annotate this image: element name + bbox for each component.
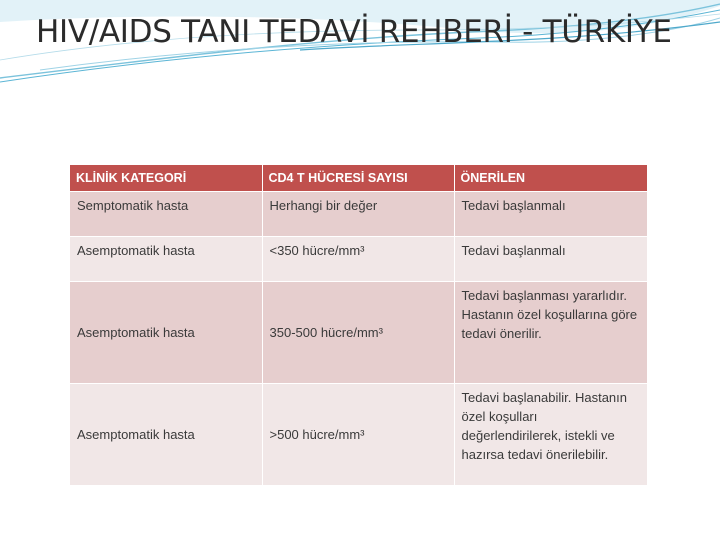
cell-category: Asemptomatik hasta — [70, 384, 262, 486]
cell-cd4: Herhangi bir değer — [262, 192, 454, 237]
table-header-row — [70, 165, 647, 192]
table-row — [70, 384, 647, 486]
treatment-guideline-table — [70, 165, 647, 486]
table-row — [70, 282, 647, 384]
cell-category: Asemptomatik hasta — [70, 282, 262, 384]
header-clinical-category: KLİNİK KATEGORİ — [70, 165, 262, 192]
cell-category: Semptomatik hasta — [70, 192, 262, 237]
cell-recommendation: Tedavi başlanması yararlıdır. Hastanın özel koşullarına göre tedavi önerilir. — [454, 282, 647, 384]
cell-recommendation: Tedavi başlanmalı — [454, 192, 647, 237]
table-row — [70, 237, 647, 282]
cell-cd4: <350 hücre/mm³ — [262, 237, 454, 282]
cell-cd4: >500 hücre/mm³ — [262, 384, 454, 486]
header-cd4-count: CD4 T HÜCRESİ SAYISI — [262, 165, 454, 192]
cell-category: Asemptomatik hasta — [70, 237, 262, 282]
cell-cd4: 350-500 hücre/mm³ — [262, 282, 454, 384]
header-recommendation: ÖNERİLEN — [454, 165, 647, 192]
cell-recommendation: Tedavi başlanmalı — [454, 237, 647, 282]
table-row — [70, 192, 647, 237]
cell-recommendation: Tedavi başlanabilir. Hastanın özel koşulları değerlendirilerek, istekli ve hazırsa tedavi önerilebilir. — [454, 384, 647, 486]
slide-title: HIV/AIDS TANI TEDAVİ REHBERİ - TÜRKİYE — [36, 14, 672, 50]
